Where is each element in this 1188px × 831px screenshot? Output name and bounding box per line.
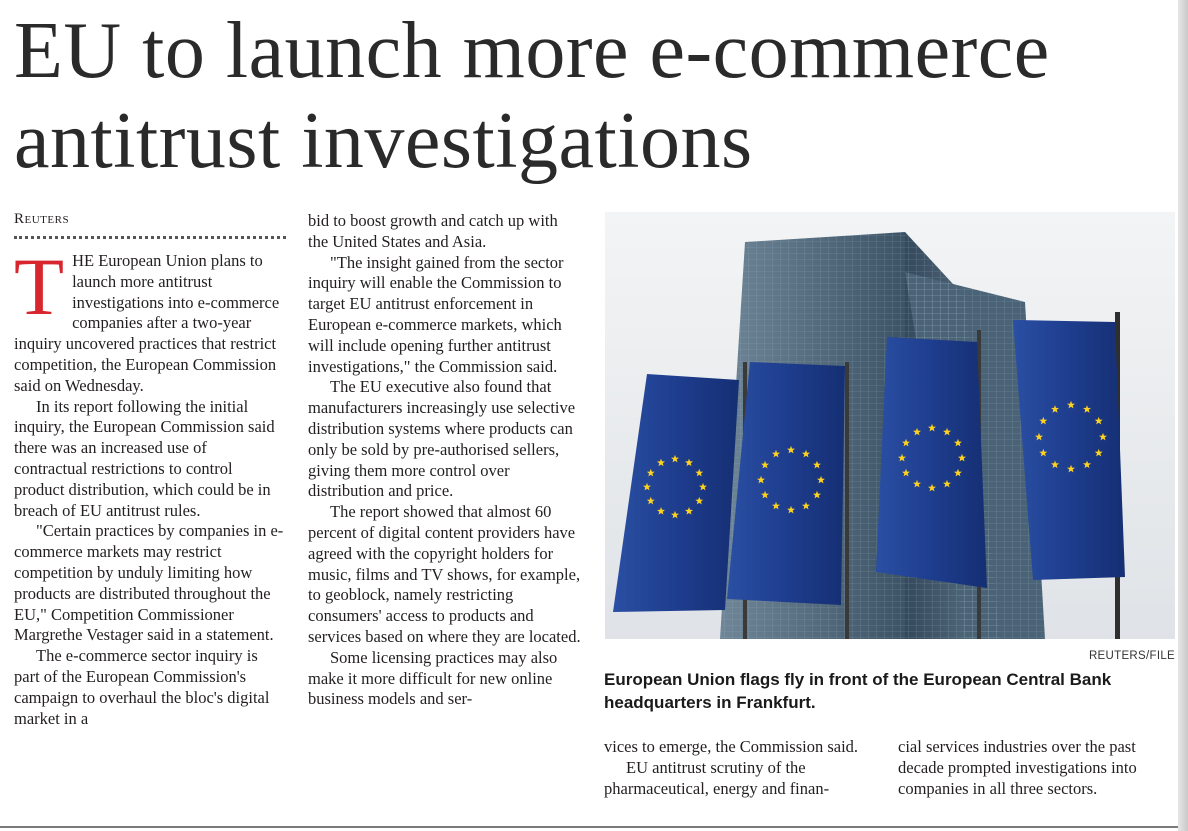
paragraph: In its report following the initial inquiry, the European Commission said there was an increased use of contractual restrictions to control product distribution, which could be in breach of EU antitrust rules.: [14, 396, 275, 520]
paragraph: The e-commerce sector inquiry is part of the European Commission's campaign to overhaul the bloc's digital market in a: [14, 646, 270, 728]
paragraph: The EU executive also found that manufacturers increasingly use selective distribution systems where products can only be sold by pre-authorised sellers, giving them more control over distribution and price.: [308, 377, 576, 501]
article-column-2: [308, 211, 582, 710]
byline-divider: [14, 236, 286, 239]
paragraph: Some licensing practices may also make it more difficult for new online business models and ser-: [308, 647, 558, 709]
paragraph: bid to boost growth and catch up with the United States and Asia.: [308, 211, 558, 251]
paragraph: The report showed that almost 60 percent of digital content providers have agreed with the copyright holders for music, films and TV shows, for example, to geoblock, namely restricting consumers' access to products and services based on where they are located.: [308, 502, 581, 646]
photo-eu-flags-ecb: [605, 212, 1175, 639]
paragraph-lead: HE European Union plans to launch more antitrust investigations into e-commerce companies after a two-year inquiry uncovered practices that restrict competition, the European Commission said on Wednesday.: [14, 251, 280, 395]
paragraph: vices to emerge, the Commission said.: [604, 737, 859, 756]
paragraph: "Certain practices by companies in e-commerce markets may restrict competition by unduly limiting how products are distributed throughout the EU," Competition Commissioner Margrethe Vestager said in a statement.: [14, 521, 284, 645]
paragraph: EU antitrust scrutiny of the pharmaceutical, energy and finan-: [604, 757, 830, 798]
article-column-3: [604, 737, 876, 799]
photo-caption: European Union flags fly in front of the European Central Bank headquarters in Frankfurt.: [604, 670, 1112, 712]
article-column-1: [14, 241, 284, 729]
drop-cap: T: [14, 241, 65, 332]
byline: Reuters: [14, 211, 70, 227]
paragraph: cial services industries over the past decade prompted investigations into companies in all three sectors.: [898, 737, 1137, 798]
page-edge-shadow: [1178, 0, 1188, 831]
headline: EU to launch more e-commerce antitrust investigations: [14, 7, 1050, 185]
article-column-4: [898, 737, 1162, 799]
photo-illustration: [605, 212, 1175, 639]
photo-credit: REUTERS/FILE: [1088, 650, 1175, 662]
page-bottom-rule: [0, 826, 1178, 828]
paragraph: "The insight gained from the sector inquiry will enable the Commission to target EU antitrust enforcement in European e-commerce markets, which will include opening further antitrust investigations," the Commission said.: [308, 252, 564, 376]
